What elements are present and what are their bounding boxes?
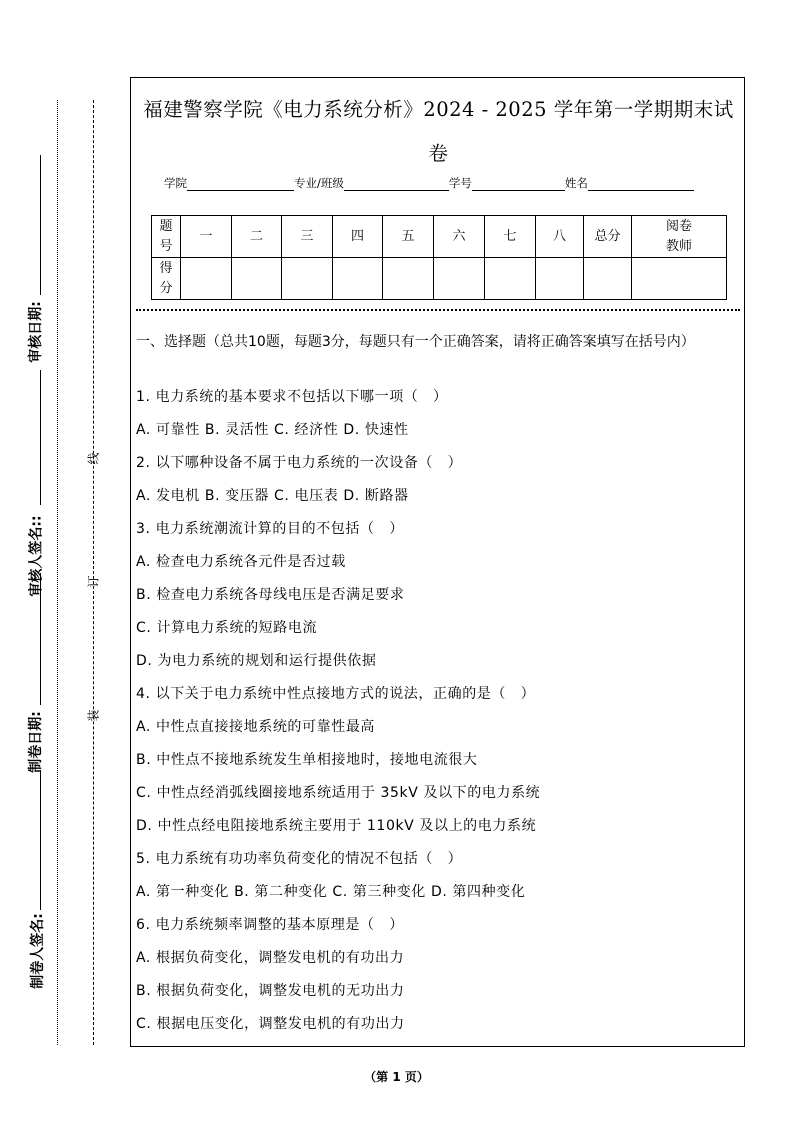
question-line: 6. 电力系统频率调整的基本原理是（ ） [136,917,404,933]
name-input[interactable] [588,177,694,191]
binding-char-ding: 订 [86,575,101,588]
score-cell[interactable] [536,258,584,300]
score-table-header-row [152,216,727,258]
option-line: A. 发电机 B. 变压器 C. 电压表 D. 断路器 [136,488,409,504]
major-class-label: 专业/班级 [294,176,344,190]
option-line: A. 第一种变化 B. 第二种变化 C. 第三种变化 D. 第四种变化 [136,884,526,900]
score-cell[interactable] [434,258,485,300]
score-table [151,215,727,300]
exam-title-line1: 福建警察学院《电力系统分析》2024 - 2025 学年第一学期期末试 [143,98,734,121]
option-line: A. 根据负荷变化，调整发电机的有功出力 [136,950,405,966]
exam-paper [130,77,745,1047]
reviewer-sign-line [40,370,41,505]
binding-char-xian: 线 [86,452,101,465]
score-cell[interactable] [485,258,536,300]
header-cell: 四 [333,216,383,258]
reviewer-sign-label: 审核人签名:: [28,515,45,597]
reviewer-label-2: 教师 [665,238,692,254]
question-line: 3. 电力系统潮流计算的目的不包括（ ） [136,521,404,537]
binding-dashed-line [93,100,94,1045]
option-line: A. 检查电力系统各元件是否过载 [136,554,346,570]
binding-dotted-line [57,100,58,1045]
review-date-label: 审核日期: [27,301,44,363]
header-label-1: 题 [159,218,173,234]
option-line: C. 根据电压变化，调整发电机的有功出力 [136,1016,405,1032]
question-line: 1. 电力系统的基本要求不包括以下哪一项（ ） [136,389,448,405]
option-line: B. 中性点不接地系统发生单相接地时，接地电流很大 [136,752,478,768]
make-date-label: 制卷日期: [27,711,44,773]
page-number: （第 1 页） [364,1070,429,1084]
section-separator [136,309,740,311]
score-label-1: 得 [159,260,173,276]
score-table-score-row [152,258,727,300]
review-date-line [40,155,41,295]
option-line: B. 检查电力系统各母线电压是否满足要求 [136,587,405,603]
option-line: C. 中性点经消弧线圈接地系统适用于 35kV 及以下的电力系统 [136,785,541,801]
college-input[interactable] [187,177,294,191]
header-cell-reviewer [632,216,727,258]
score-cell[interactable] [383,258,434,300]
question-line: 4. 以下关于电力系统中性点接地方式的说法，正确的是（ ） [136,686,536,702]
score-table-score-label [152,258,181,300]
header-cell: 八 [536,216,584,258]
section-heading: 一、选择题（总共10题，每题3分，每题只有一个正确答案，请将正确答案填写在括号内） [136,334,695,350]
option-line: C. 计算电力系统的短路电流 [136,620,318,636]
exam-title [131,88,746,176]
option-line: A. 可靠性 B. 灵活性 C. 经济性 D. 快速性 [136,422,409,438]
student-id-input[interactable] [472,177,565,191]
score-label-2: 分 [159,280,173,296]
score-cell[interactable] [282,258,333,300]
reviewer-label-1: 阅卷 [665,218,692,234]
maker-sign-line [40,770,41,910]
score-cell[interactable] [333,258,383,300]
header-label-2: 号 [159,238,173,254]
header-cell: 一 [181,216,232,258]
option-line: D. 中性点经电阻接地系统主要用于 110kV 及以上的电力系统 [136,818,537,834]
score-cell[interactable] [181,258,232,300]
exam-title-line2: 卷 [428,142,449,165]
header-cell: 二 [232,216,282,258]
header-cell-total: 总分 [584,216,632,258]
header-cell: 七 [485,216,536,258]
score-cell[interactable] [232,258,282,300]
binding-char-zhuang: 装 [86,709,101,722]
question-line: 2. 以下哪种设备不属于电力系统的一次设备（ ） [136,455,463,471]
student-id-label: 学号 [448,176,472,190]
score-cell-total[interactable] [584,258,632,300]
option-line: D. 为电力系统的规划和运行提供依据 [136,653,377,669]
score-cell-reviewer[interactable] [632,258,727,300]
name-label: 姓名 [564,176,588,190]
question-line: 5. 电力系统有功功率负荷变化的情况不包括（ ） [136,851,463,867]
option-line: A. 中性点直接接地系统的可靠性最高 [136,719,376,735]
option-line: B. 根据负荷变化，调整发电机的无功出力 [136,983,405,999]
college-label: 学院 [164,176,187,190]
header-cell: 三 [282,216,333,258]
header-cell: 五 [383,216,434,258]
header-cell: 六 [434,216,485,258]
score-table-header-label [152,216,181,258]
major-class-input[interactable] [344,177,449,191]
student-info-fields [164,175,694,191]
maker-sign-label: 制卷人签名: [29,913,46,989]
